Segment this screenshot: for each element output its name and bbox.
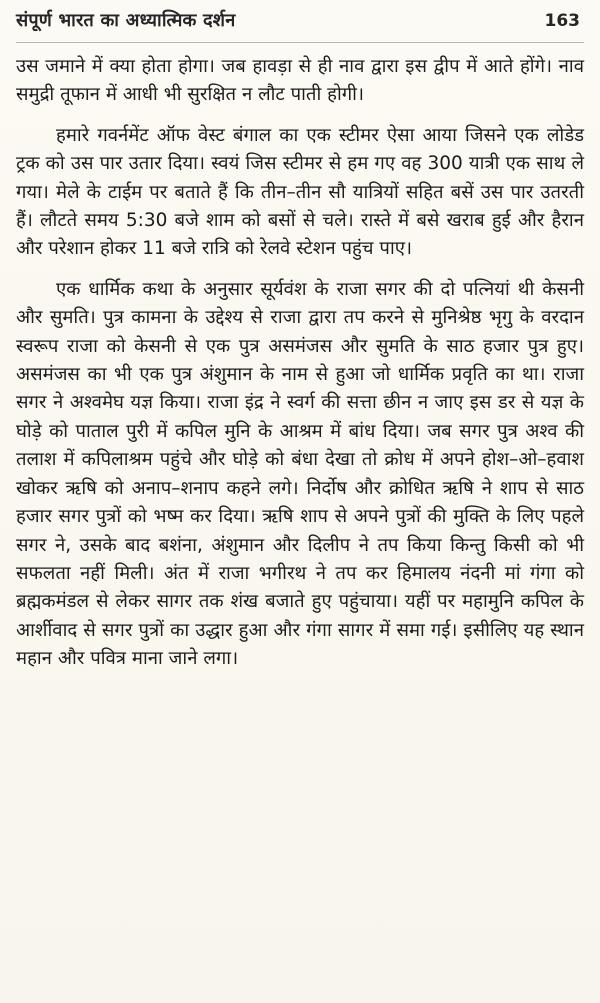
- paragraph: एक धार्मिक कथा के अनुसार सूर्यवंश के राजा सगर की दो पत्नियां थी केसनी और सुमति। पुत्र कामना के उद्देश्य से राजा द्वारा तप करने से मुनिश्रेष्ठ भृगु के वरदान स्वरूप राजा को केसनी से एक पुत्र असमंजस और सुमति के साठ हजार पुत्र हुए। असमंजस का भी एक पुत्र अंशुमान के नाम से हुआ जो धार्मिक प्रवृति का था। राजा सगर ने अश्वमेघ यज्ञ किया। राजा इंद्र ने स्वर्ग की सत्ता छीन न जाए इस डर से यज्ञ के घोड़े को पाताल पुरी में कपिल मुनि के आश्रम में बांध दिया। जब सगर पुत्र अश्व की तलाश में कपिलाश्रम पहुंचे और घोड़े को बंधा देखा तो क्रोध में अपने होश–ओ–हवाश खोकर ऋषि को अनाप–शनाप कहने लगे। निर्दोष और क्रोधित ऋषि ने शाप से साठ हजार सगर पुत्रों को भष्म कर दिया। ऋषि शाप से अपने पुत्रों की मुक्ति के लिए पहले सगर ने, उसके बाद बशंना, अंशुमान और दिलीप ने तप किया किन्तु किसी को भी सफलता नहीं मिली। अंत में राजा भगीरथ ने तप कर हिमालय नंदनी मां गंगा को ब्रह्मकमंडल से लेकर सागर तक शंख बजाते हुए पहुंचाया। यहीं पर महामुनि कपिल के आर्शीवाद से सगर पुत्रों का उद्धार हुआ और गंगा सागर में समा गई। इसीलिए यह स्थान महान और पवित्र माना जाने लगा।: [16, 278, 584, 670]
- page-number: 163: [544, 11, 580, 31]
- page-header: [16, 8, 584, 43]
- body-text: [16, 53, 584, 674]
- paragraph: हमारे गवर्नमेंट ऑफ वेस्ट बंगाल का एक स्टीमर ऐसा आया जिसने एक लोडेड ट्रक को उस पार उतार दिया। स्वयं जिस स्टीमर से हम गए वह 300 यात्री एक साथ ले गया। मेले के टाईम पर बताते हैं कि तीन–तीन सौ यात्रियों सहित बसें उस पार उतरती हैं। लौटते समय 5:30 बजे शाम को बसों से चले। रास्ते में बसे खराब हुई और हैरान और परेशान होकर 11 बजे रात्रि को रेलवे स्टेशन पहुंच पाए।: [16, 124, 584, 260]
- running-title: संपूर्ण भारत का अध्यात्मिक दर्शन: [16, 10, 236, 31]
- paragraph: उस जमाने में क्या होता होगा। जब हावड़ा से ही नाव द्वारा इस द्वीप में आते होंगे। नाव समुद्री तूफान में आधी भी सुरक्षित न लौट पाती होगी।: [16, 56, 584, 106]
